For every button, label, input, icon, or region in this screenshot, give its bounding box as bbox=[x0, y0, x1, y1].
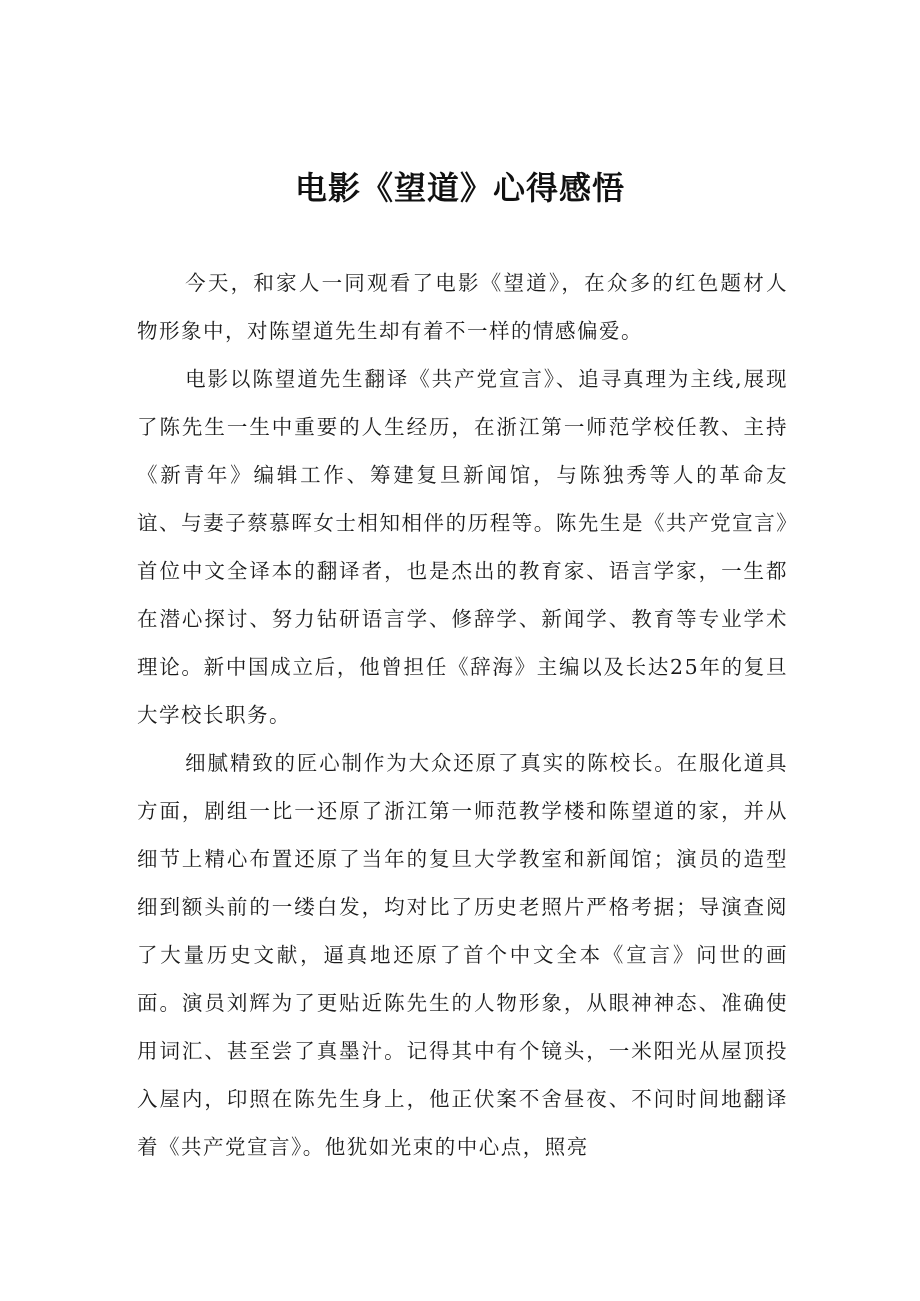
document-body bbox=[137, 259, 788, 1171]
paragraph-intro: 今天，和家人一同观看了电影《望道》，在众多的红色题材人物形象中，对陈望道先生却有着不一样的情感偏爱。 bbox=[137, 271, 788, 343]
page-title: 电影《望道》心得感悟 bbox=[294, 169, 625, 207]
paragraph-production-details: 细腻精致的匠心制作为大众还原了真实的陈校长。在服化道具方面，剧组一比一还原了浙江第一师范教学楼和陈望道的家，并从细节上精心布置还原了当年的复旦大学教室和新闻馆；演员的造型细到额头前的一缕白发，均对比了历史老照片严格考据；导演查阅了大量历史文献，逼真地还原了首个中文全本《宣言》问世的画面。演员刘辉为了更贴近陈先生的人物形象，从眼神神态、准确使用词汇、甚至尝了真墨汁。记得其中有个镜头，一米阳光从屋顶投入屋内，印照在陈先生身上，他正伏案不舍昼夜、不问时间地翻译着《共产党宣言》。他犹如光束的中心点，照亮 bbox=[137, 751, 788, 1159]
paragraph-film-summary: 电影以陈望道先生翻译《共产党宣言》、追寻真理为主线,展现了陈先生一生中重要的人生经历，在浙江第一师范学校任教、主持《新青年》编辑工作、筹建复旦新闻馆，与陈独秀等人的革命友谊、与妻子蔡慕晖女士相知相伴的历程等。陈先生是《共产党宣言》首位中文全译本的翻译者，也是杰出的教育家、语言学家，一生都在潜心探讨、努力钻研语言学、修辞学、新闻学、教育等专业学术理论。新中国成立后，他曾担任《辞海》主编以及长达25年的复旦大学校长职务。 bbox=[137, 367, 788, 727]
